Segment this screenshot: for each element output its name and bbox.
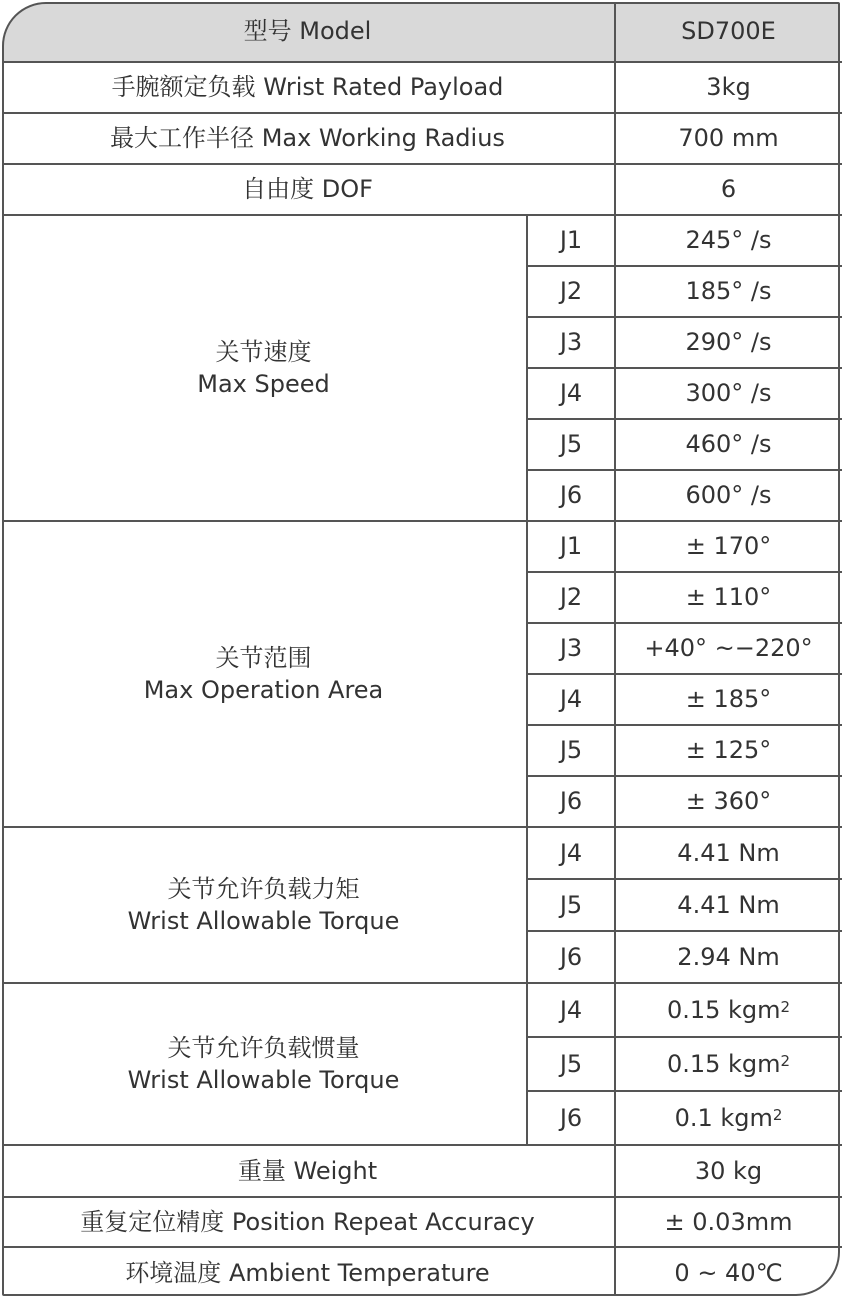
row-divider (527, 418, 842, 420)
joint-value: 0.15 kgm $^2$ (666, 1049, 791, 1078)
group-label-cn: 关节范围 (215, 643, 312, 672)
joint-name: J3 (559, 328, 583, 357)
joint-value: ± 110° (685, 583, 772, 612)
row-divider (527, 775, 842, 777)
group-label-cn: 关节允许负载力矩 (167, 874, 360, 903)
row-divider (527, 469, 842, 471)
joint-name: J4 (559, 995, 583, 1024)
joint-value: 460° /s (685, 430, 772, 459)
joint-group-label (0, 521, 527, 827)
joint-value: ± 125° (685, 736, 772, 765)
row-divider (527, 265, 842, 267)
joint-name: J1 (559, 532, 583, 561)
group-label-cn: 关节速度 (215, 337, 312, 366)
row-divider (527, 878, 842, 880)
joint-name: J2 (559, 277, 583, 306)
spec-value: 0 ~ 40℃ (674, 1258, 783, 1287)
joint-name: J5 (559, 430, 583, 459)
row-divider (527, 930, 842, 932)
row-divider (2, 1196, 842, 1198)
header-label: 型号 Model (243, 16, 372, 45)
row-divider (2, 112, 842, 114)
group-label-en: Max Operation Area (143, 676, 384, 704)
joint-value: 2.94 Nm (677, 942, 780, 971)
row-divider (527, 622, 842, 624)
joint-name: J6 (559, 481, 583, 510)
column-divider (526, 983, 528, 1145)
spec-label: 手腕额定负载 Wrist Rated Payload (111, 73, 504, 102)
unit-superscript: 2 (780, 1051, 791, 1070)
header-value: SD700E (681, 16, 776, 45)
unit-superscript: 2 (772, 1105, 783, 1124)
joint-value: 245° /s (685, 226, 772, 255)
row-divider (2, 826, 842, 828)
joint-name: J4 (559, 685, 583, 714)
row-divider (527, 367, 842, 369)
joint-value: ± 170° (685, 532, 772, 561)
spec-value: 700 mm (678, 124, 779, 153)
joint-value: 4.41 Nm (677, 890, 780, 919)
row-divider (2, 982, 842, 984)
row-divider (527, 571, 842, 573)
group-label-en: Max Speed (197, 370, 330, 398)
group-label-cn: 关节允许负载惯量 (167, 1033, 360, 1062)
row-divider (2, 214, 842, 216)
joint-name: J5 (559, 1049, 583, 1078)
joint-group-label (0, 983, 527, 1145)
joint-value: ± 360° (685, 787, 772, 816)
joint-name: J1 (559, 226, 583, 255)
joint-value: 290° /s (685, 328, 772, 357)
spec-label: 最大工作半径 Max Working Radius (110, 124, 505, 153)
column-divider (526, 215, 528, 521)
row-divider (2, 1246, 842, 1248)
joint-value: +40° ~−220° (644, 634, 813, 663)
unit-superscript: 2 (780, 997, 791, 1016)
joint-name: J4 (559, 838, 583, 867)
joint-name: J5 (559, 736, 583, 765)
row-divider (2, 520, 842, 522)
group-label-en: Wrist Allowable Torque (127, 1066, 400, 1094)
spec-label: 环境温度 Ambient Temperature (125, 1258, 490, 1287)
joint-name: J6 (559, 942, 583, 971)
spec-value: 6 (720, 175, 737, 204)
row-divider (527, 1036, 842, 1038)
spec-label: 重复定位精度 Position Repeat Accuracy (80, 1207, 535, 1236)
joint-value: ± 185° (685, 685, 772, 714)
group-label-en: Wrist Allowable Torque (127, 907, 400, 935)
joint-value: 0.15 kgm $^2$ (666, 995, 791, 1024)
joint-name: J6 (559, 1103, 583, 1132)
joint-value: 185° /s (685, 277, 772, 306)
row-divider (2, 1144, 842, 1146)
row-divider (2, 61, 842, 63)
joint-value: 0.1 kgm $^2$ (674, 1103, 783, 1132)
row-divider (2, 163, 842, 165)
row-divider (527, 1090, 842, 1092)
joint-name: J5 (559, 890, 583, 919)
joint-name: J3 (559, 634, 583, 663)
joint-name: J4 (559, 379, 583, 408)
spec-label: 自由度 DOF (242, 175, 373, 204)
joint-value: 600° /s (685, 481, 772, 510)
joint-value: 300° /s (685, 379, 772, 408)
joint-name: J2 (559, 583, 583, 612)
row-divider (527, 316, 842, 318)
joint-value: 4.41 Nm (677, 838, 780, 867)
spec-label: 重量 Weight (237, 1156, 378, 1185)
joint-group-label (0, 827, 527, 983)
column-divider (526, 827, 528, 983)
spec-value: 3kg (706, 73, 751, 102)
row-divider (527, 673, 842, 675)
joint-name: J6 (559, 787, 583, 816)
spec-value: ± 0.03mm (664, 1207, 793, 1236)
joint-group-label (0, 215, 527, 521)
column-divider (526, 521, 528, 827)
column-divider (614, 2, 616, 1296)
row-divider (527, 724, 842, 726)
spec-value: 30 kg (694, 1156, 763, 1185)
